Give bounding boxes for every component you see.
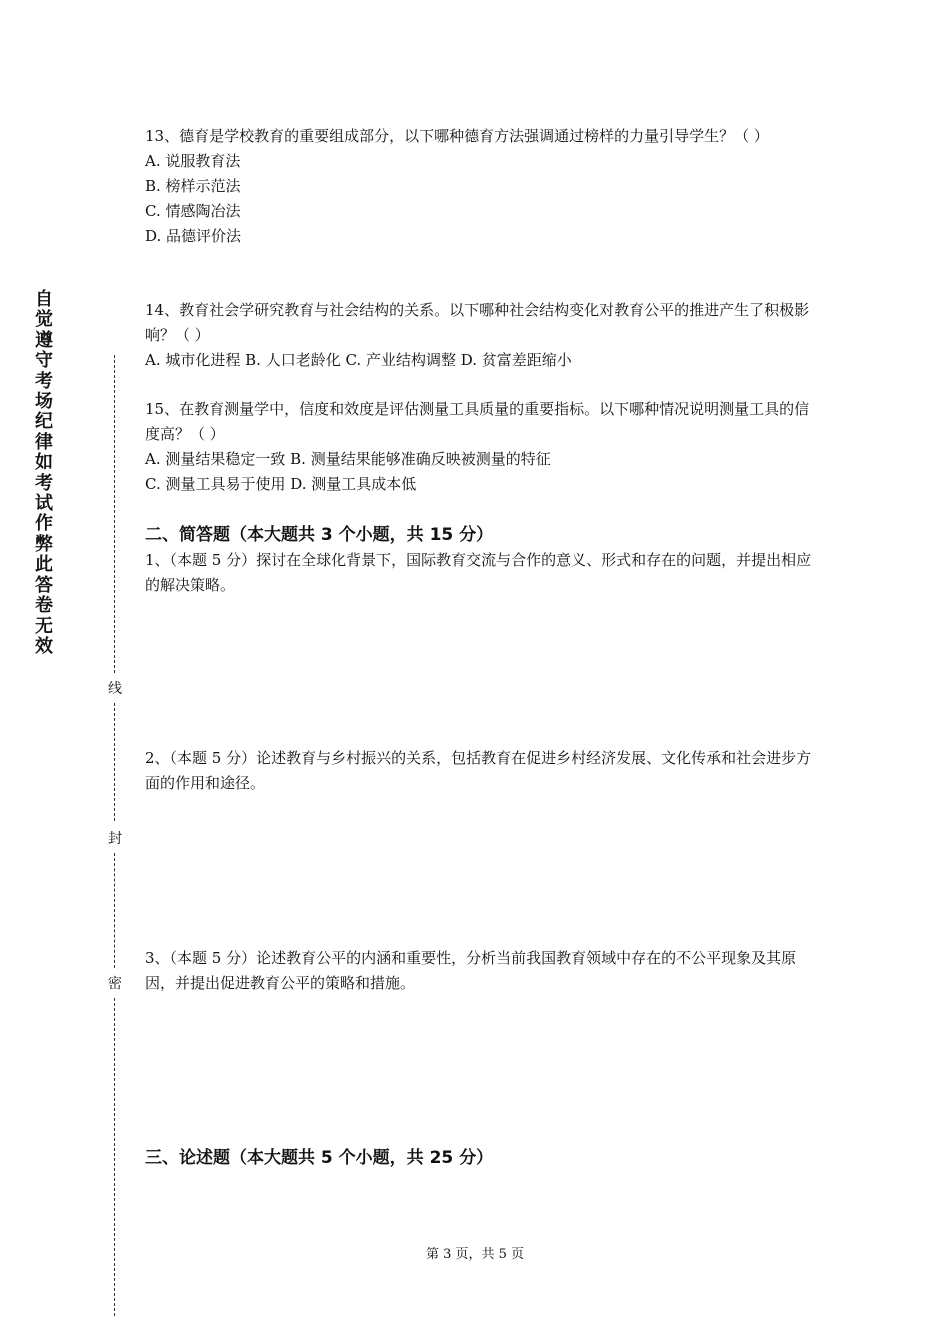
binding-line-dash	[114, 355, 115, 673]
options-line: A. 城市化进程 B. 人口老龄化 C. 产业结构调整 D. 贫富差距缩小	[145, 351, 572, 369]
section-essay-title: 三、论述题（本大题共 5 个小题，共 25 分）	[145, 1148, 494, 1168]
option-c: C. 情感陶冶法	[145, 202, 241, 220]
exam-discipline-warning: 自觉遵守考场纪律如考试作弊此答卷无效	[35, 289, 53, 657]
question-stem: 14、教育社会学研究教育与社会结构的关系。以下哪种社会结构变化对教育公平的推进产生了积极影响？（ ）	[145, 301, 810, 344]
seal-mark-line: 线	[108, 681, 122, 697]
short-answer-3: 3、（本题 5 分）论述教育公平的内涵和重要性，分析当前我国教育领域中存在的不公平现象及其原因，并提出促进教育公平的策略和措施。	[145, 949, 797, 992]
seal-mark-seal: 封	[108, 831, 122, 847]
short-answer-1: 1、（本题 5 分）探讨在全球化背景下，国际教育交流与合作的意义、形式和存在的问题，并提出相应的解决策略。	[145, 551, 812, 594]
binding-line-dash	[114, 998, 115, 1316]
binding-line-dash	[114, 703, 115, 821]
option-a: A. 说服教育法	[145, 152, 241, 170]
question-13	[145, 124, 815, 249]
option-d: D. 品德评价法	[145, 227, 242, 245]
option-b: B. 榜样示范法	[145, 177, 241, 195]
binding-line-dash	[114, 853, 115, 968]
question-stem: 13、德育是学校教育的重要组成部分，以下哪种德育方法强调通过榜样的力量引导学生？（ ）	[145, 127, 769, 145]
question-15	[145, 397, 815, 497]
options-line: C. 测量工具易于使用 D. 测量工具成本低	[145, 475, 417, 493]
seal-mark-secret: 密	[108, 976, 122, 992]
section-short-answer-title: 二、简答题（本大题共 3 个小题，共 15 分）	[145, 525, 494, 545]
page-number-footer: 第 3 页，共 5 页	[425, 1247, 525, 1262]
options-line: A. 测量结果稳定一致 B. 测量结果能够准确反映被测量的特征	[145, 450, 551, 468]
question-14	[145, 298, 815, 373]
short-answer-2: 2、（本题 5 分）论述教育与乡村振兴的关系，包括教育在促进乡村经济发展、文化传承和社会进步方面的作用和途径。	[145, 749, 812, 792]
question-stem: 15、在教育测量学中，信度和效度是评估测量工具质量的重要指标。以下哪种情况说明测量工具的信度高？（ ）	[145, 400, 810, 443]
